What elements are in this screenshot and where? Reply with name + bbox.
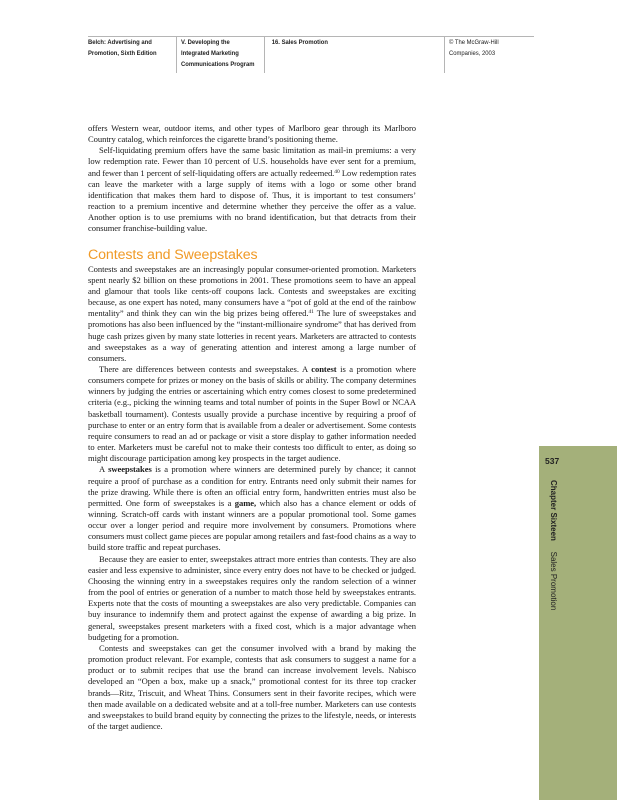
key-term: game,: [234, 497, 257, 508]
header-chapter-title: 16. Sales Promotion: [264, 37, 444, 73]
header-part-title: V. Developing the Integrated Marketing Communications Program: [176, 37, 264, 73]
running-header: [88, 37, 534, 73]
chapter-side-tab: [539, 446, 617, 800]
paragraph: Contests and sweepstakes can get the consumer involved with a brand by making the promotion product relevant. For example, contests that ask consumers to suggest a name for a product or to submit recipes that use the brand can increase involvement levels. Nabisco developed an “Open a box, make up a snack,” promotional contest for its three top cracker brands—Ritz, Triscuit, and Wheat Thins. Consumers sent in their favorite recipes, which were then made available on a dedicated website and at a toll-free number. Marketers can use contests and sweepstakes to build brand equity by connecting the prizes to the lifestyle, needs, or interests of the target audience.: [88, 642, 416, 731]
chapter-number: Chapter Sixteen: [549, 480, 558, 541]
paragraph: offers Western wear, outdoor items, and other types of Marlboro gear through its Marlboro Country catalog, which reinforces the cigarette brand’s positioning theme.: [88, 123, 416, 145]
header-book-title: Belch: Advertising and Promotion, Sixth Edition: [88, 39, 157, 57]
page-number: 537: [545, 456, 560, 466]
header-copyright: © The McGraw-Hill Companies, 2003: [444, 37, 534, 73]
section-heading: Contests and Sweepstakes: [88, 246, 258, 263]
paragraph: Because they are easier to enter, sweepstakes attract more entries than contests. They are also easier and less expensive to administer, since every entry does not have to be checked or judged. Choosing the winning entry in a sweepstakes requires only the random selection of a winner from the pool of entries or generation of a number to match those held by sweepstakes entrants. Experts note that the costs of mounting a sweepstakes are also very predictable. Companies can buy insurance to indemnify them and protect against the expense of awarding a big prize. In general, sweepstakes present marketers with a fixed cost, which is a major advantage when budgeting for a promotion.: [88, 553, 416, 642]
chapter-title: Sales Promotion: [549, 551, 558, 611]
key-term: contest: [311, 363, 337, 374]
paragraph: There are differences between contests and sweepstakes. A contest is a promotion where consumers compete for prizes or money on the basis of skills or ability. The company determines winners by judging the entries or ascertaining which entry comes closest to some predetermined criteria (e.g., picking the winning teams and total number of points in the Super Bowl or NCAA basketball tournament). Contests usually provide a purchase incentive by requiring a proof of purchase to enter or an entry form that is available from a dealer or advertisement. Some contests require consumers to read an ad or package or visit a store display to gather information needed to enter. Marketers must be careful not to make their contests too difficult to enter, as doing so might discourage participation among key prospects in the target audience.: [88, 363, 416, 464]
key-term: sweepstakes: [108, 464, 152, 475]
paragraph: Contests and sweepstakes are an increasingly popular consumer-oriented promotion. Marketers spent nearly $2 billion on these promotions in 2001. These promotions seem to have an appeal and glamour that tools like cents-off coupons lack. Contests and sweepstakes are exciting because, as one expert has noted, many consumers have a “pot of gold at the end of the rainbow mentality” and think they can win the big prizes being offered.$^{41}$ The lure of sweepstakes and promotions has also been influenced by the “instant-millionaire syndrome” that has derived from huge cash prizes given by many state lotteries in recent years. Marketers are attracted to contests and sweepstakes as a way of generating attention and interest among a large number of consumers.: [88, 263, 416, 363]
paragraph: Self-liquidating premium offers have the same basic limitation as mail-in premiums: a very low redemption rate. Fewer than 10 percent of U.S. households have ever sent for a premium, and fewer than 1 percent of self-liquidating offers are actually redeemed.$^{40}$ Low redemption rates can leave the marketer with a large supply of items with a logo or some other brand identification that makes them hard to dispose of. Thus, it is important to test consumers’ reaction to a premium incentive and determine whether they perceive the offer as a value. Another option is to use premiums with no brand identification, but that detracts from their consumer franchise-building value.: [88, 145, 416, 234]
body-text: [88, 123, 416, 732]
chapter-label: [549, 480, 558, 610]
paragraph: A sweepstakes is a promotion where winners are determined purely by chance; it cannot require a proof of purchase as a condition for entry. Entrants need only submit their names for the prize drawing. While there is often an official entry form, handwritten entries must also be permitted. One form of sweepstakes is a game, which also has a chance element or odds of winning. Scratch-off cards with instant winners are a popular promotional tool. Some games occur over a longer period and require more involvement by consumers. Promotions where consumers must collect game pieces are popular among retailers and fast-food chains as a way to build store traffic and repeat purchases.: [88, 464, 416, 553]
footnote-ref: 41: [308, 309, 314, 316]
footnote-ref: 40: [334, 168, 340, 175]
